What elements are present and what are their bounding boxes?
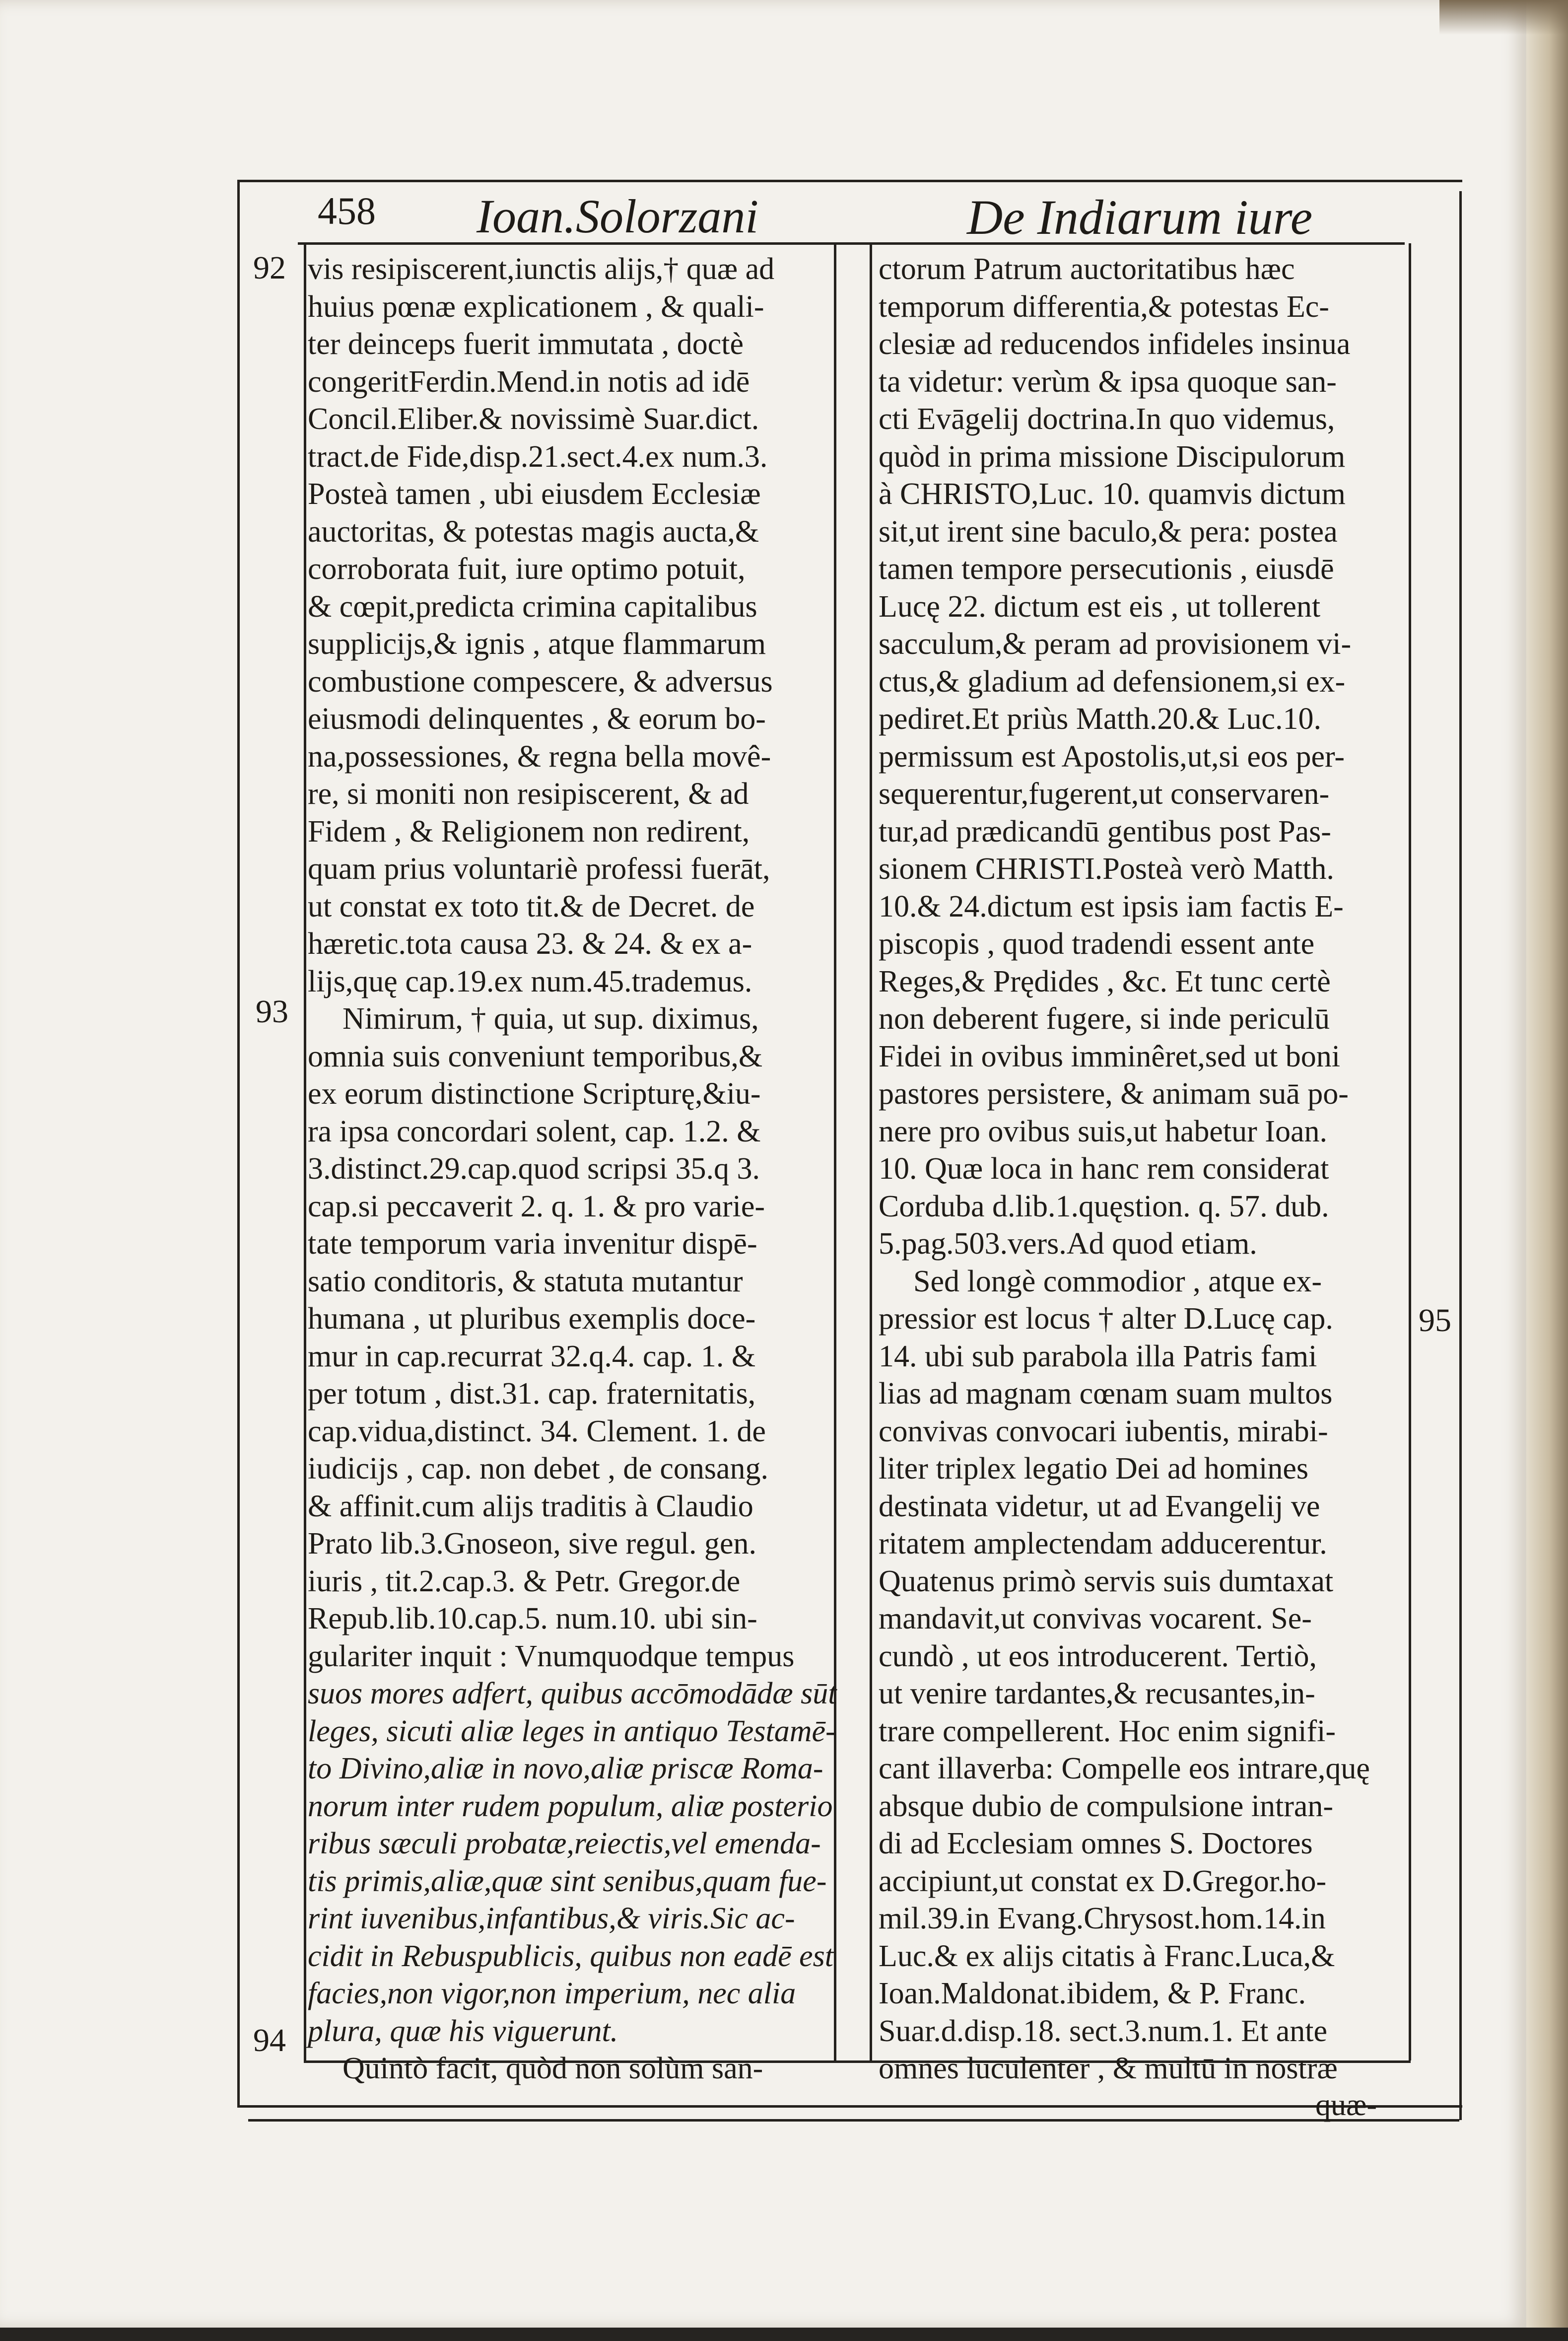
text-line: 5.pag.503.vers.Ad quod etiam. [879, 1227, 1257, 1261]
text-line-italic: suos mores adfert, quibus accōmodādæ sūt [308, 1677, 837, 1710]
column-divider-right [870, 243, 872, 2060]
text-line: Fidem , & Religionem non redirent, [308, 814, 750, 849]
text-line: Ioan.Maldonat.ibidem, & P. Franc. [879, 1977, 1306, 2010]
column-divider-left [834, 243, 836, 2060]
text-line: na,possessiones, & regna bella movê- [308, 739, 771, 774]
text-line-italic: ribus sæculi probatæ,reiectis,vel emenda- [308, 1827, 821, 1860]
text-line: corroborata fuit, iure optimo potuit, [308, 552, 746, 586]
text-line: Luc.& ex alijs citatis à Franc.Luca,& [879, 1939, 1335, 1973]
text-line-italic: to Divino,aliæ in novo,aliæ priscæ Roma- [308, 1752, 823, 1785]
catchword: quæ- [1315, 2088, 1377, 2122]
catchword-rule [248, 2119, 1459, 2122]
text-line: Repub.lib.10.cap.5. num.10. ubi sin- [308, 1602, 757, 1635]
margin-number-93: 93 [256, 993, 288, 1030]
text-line: huius pœnæ explicationem , & quali- [308, 289, 764, 324]
page-number: 458 [318, 189, 376, 232]
text-line: Corduba d.lib.1.quęstion. q. 57. dub. [879, 1189, 1329, 1223]
text-line: per totum , dist.31. cap. fraternitatis, [308, 1377, 756, 1411]
text-line: & cœpit,predicta crimina capitalibus [308, 589, 757, 624]
text-line: lijs,quę cap.19.ex num.45.trademus. [308, 964, 752, 998]
text-line: temporum differentia,& potestas Ec- [879, 289, 1329, 324]
left-column-rule [304, 243, 306, 2060]
text-line: auctoritas, & potestas magis aucta,& [308, 514, 759, 549]
text-line: Lucę 22. dictum est eis , ut tollerent [879, 589, 1321, 624]
head-rule [237, 180, 1462, 182]
text-line: non deberent fugere, si inde periculū [879, 1002, 1330, 1036]
text-line: 14. ubi sub parabola illa Patris fami [879, 1339, 1317, 1373]
text-line: tamen tempore persecutionis , eiusdē [879, 552, 1334, 586]
text-line: iuris , tit.2.cap.3. & Petr. Gregor.de [308, 1564, 741, 1598]
text-line: accipiunt,ut constat ex D.Gregor.ho- [879, 1864, 1327, 1898]
margin-number-95: 95 [1419, 1302, 1451, 1339]
text-line: sacculum,& peram ad provisionem vi- [879, 627, 1352, 661]
text-line: pediret.Et priùs Matth.20.& Luc.10. [879, 702, 1321, 736]
margin-number-92: 92 [253, 250, 286, 286]
text-line: convivas convocari iubentis, mirabi- [879, 1414, 1328, 1448]
text-line: cundò , ut eos introducerent. Tertiò, [879, 1639, 1317, 1673]
text-line-italic: norum inter rudem populum, aliæ posterio [308, 1789, 833, 1823]
text-line: iudicijs , cap. non debet , de consang. [308, 1452, 769, 1486]
text-line: omnes luculenter , & multū in nostræ [879, 2052, 1338, 2085]
text-line: 10. Quæ loca in hanc rem considerat [879, 1152, 1329, 1186]
text-line: absque dubio de compulsione intran- [879, 1789, 1334, 1823]
text-line: Sed longè commodior , atque ex- [913, 1264, 1322, 1298]
text-line: re, si moniti non resipiscerent, & ad [308, 777, 749, 811]
frame-bottom-rule [237, 2105, 1462, 2108]
text-line: Suar.d.disp.18. sect.3.num.1. Et ante [879, 2014, 1328, 2048]
text-line: mil.39.in Evang.Chrysost.hom.14.in [879, 1902, 1326, 1935]
text-line: omnia suis conveniunt temporibus,& [308, 1039, 763, 1073]
text-line: cap.vidua,distinct. 34. Clement. 1. de [308, 1414, 766, 1448]
text-line-italic: facies,non vigor,non imperium, nec alia [308, 1977, 796, 2010]
text-line: sequerentur,fugerent,ut conservaren- [879, 777, 1330, 811]
text-line: Nimirum, † quia, ut sup. diximus, [342, 1002, 759, 1036]
text-line: pastores persistere, & animam suā po- [879, 1077, 1349, 1111]
text-line: Quintò facit, quòd non solùm san- [342, 2052, 763, 2085]
text-line: humana , ut pluribus exemplis doce- [308, 1302, 756, 1336]
text-line: pressior est locus † alter D.Lucę cap. [879, 1302, 1333, 1336]
text-line: tur,ad prædicandū gentibus post Pas- [879, 814, 1331, 849]
running-head-title: De Indiarum iure [967, 190, 1313, 245]
text-line: tate temporum varia invenitur dispē- [308, 1227, 757, 1261]
text-line: liter triplex legatio Dei ad homines [879, 1452, 1309, 1486]
margin-number-94: 94 [253, 2022, 286, 2058]
text-line: ctus,& gladium ad defensionem,si ex- [879, 664, 1346, 699]
text-line: destinata videtur, ut ad Evangelij ve [879, 1489, 1320, 1523]
text-line: ut constat ex toto tit.& de Decret. de [308, 889, 755, 923]
text-line: Quatenus primò servis suis dumtaxat [879, 1564, 1334, 1598]
text-line: ter deinceps fuerit immutata , doctè [308, 327, 744, 361]
text-line-italic: leges, sicuti aliæ leges in antiquo Testamē- [308, 1714, 836, 1748]
text-line-italic: plura, quæ his viguerunt. [308, 2014, 618, 2048]
text-line: di ad Ecclesiam omnes S. Doctores [879, 1827, 1313, 1860]
text-line: satio conditoris, & statuta mutantur [308, 1264, 743, 1298]
text-line: Posteà tamen , ubi eiusdem Ecclesiæ [308, 477, 761, 511]
text-line: permissum est Apostolis,ut,si eos per- [879, 739, 1345, 774]
text-line: Concil.Eliber.& novissimè Suar.dict. [308, 402, 759, 436]
text-line: trare compellerent. Hoc enim signifi- [879, 1714, 1336, 1748]
scan-bottom-border [0, 2328, 1568, 2341]
page-edge-shadow [1526, 0, 1568, 2341]
text-line: ra ipsa concordari solent, cap. 1.2. & [308, 1114, 761, 1148]
text-line: ut venire tardantes,& recusantes,in- [879, 1677, 1315, 1710]
text-line: & affinit.cum alijs traditis à Claudio [308, 1489, 753, 1523]
text-line: quam prius voluntariè professi fuerāt, [308, 852, 770, 886]
text-line: sit,ut irent sine baculo,& pera: postea [879, 514, 1338, 549]
text-line: hæretic.tota causa 23. & 24. & ex a- [308, 927, 752, 961]
header-underline [298, 242, 1405, 245]
right-column-rule [1409, 243, 1411, 2060]
text-line: cant illaverba: Compelle eos intrare,quę [879, 1752, 1370, 1785]
text-line: combustione compescere, & adversus [308, 664, 773, 699]
text-line: supplicijs,& ignis , atque flammarum [308, 627, 766, 661]
text-line: ex eorum distinctione Scripturę,&iu- [308, 1077, 761, 1111]
text-line: ta videtur: verùm & ipsa quoque san- [879, 364, 1337, 399]
text-line: congeritFerdin.Mend.in notis ad idē [308, 364, 750, 399]
text-line: ritatem amplectendam adducerentur. [879, 1527, 1327, 1561]
text-line: 3.distinct.29.cap.quod scripsi 35.q 3. [308, 1152, 760, 1186]
right-column-text [879, 251, 1403, 2085]
text-line: eiusmodi delinquentes , & eorum bo- [308, 702, 766, 736]
left-column-text [308, 251, 837, 2085]
text-line: 10.& 24.dictum est ipsis iam factis E- [879, 889, 1344, 923]
text-line: tract.de Fide,disp.21.sect.4.ex num.3. [308, 439, 768, 474]
page-corner-shadow [1439, 0, 1568, 35]
text-line: Prato lib.3.Gnoseon, sive regul. gen. [308, 1527, 757, 1561]
text-line: gulariter inquit : Vnumquodque tempus [308, 1639, 795, 1673]
text-line: mur in cap.recurrat 32.q.4. cap. 1. & [308, 1339, 756, 1373]
text-line: clesiæ ad reducendos infideles insinua [879, 327, 1351, 361]
text-line: quòd in prima missione Discipulorum [879, 439, 1346, 474]
text-line: ctorum Patrum auctoritatibus hæc [879, 252, 1295, 286]
text-line: piscopis , quod tradendi essent ante [879, 927, 1315, 961]
text-line: à CHRISTO,Luc. 10. quamvis dictum [879, 477, 1346, 511]
text-line: vis resipiscerent,iunctis alijs,† quæ ad [308, 252, 775, 286]
frame-right-rule [1459, 191, 1462, 2120]
text-line: sionem CHRISTI.Posteà verò Matth. [879, 852, 1334, 886]
text-line: nere pro ovibus suis,ut habetur Ioan. [879, 1114, 1327, 1148]
text-line: cti Evāgelij doctrina.In quo videmus, [879, 402, 1335, 436]
frame-left-rule [237, 180, 240, 2106]
text-line: cap.si peccaverit 2. q. 1. & pro varie- [308, 1189, 765, 1223]
text-line-italic: tis primis,aliæ,quæ sint senibus,quam fue- [308, 1864, 827, 1898]
text-line: Fidei in ovibus imminêret,sed ut boni [879, 1039, 1340, 1073]
text-line: mandavit,ut convivas vocarent. Se- [879, 1602, 1312, 1635]
text-line-italic: cidit in Rebuspublicis, quibus non eadē est [308, 1939, 834, 1973]
text-line-italic: rint iuvenibus,infantibus,& viris.Sic ac- [308, 1902, 795, 1935]
text-line: lias ad magnam cœnam suam multos [879, 1377, 1333, 1411]
text-line: Reges,& Prędides , &c. Et tunc certè [879, 964, 1331, 998]
running-head-author: Ioan.Solorzani [477, 190, 759, 243]
